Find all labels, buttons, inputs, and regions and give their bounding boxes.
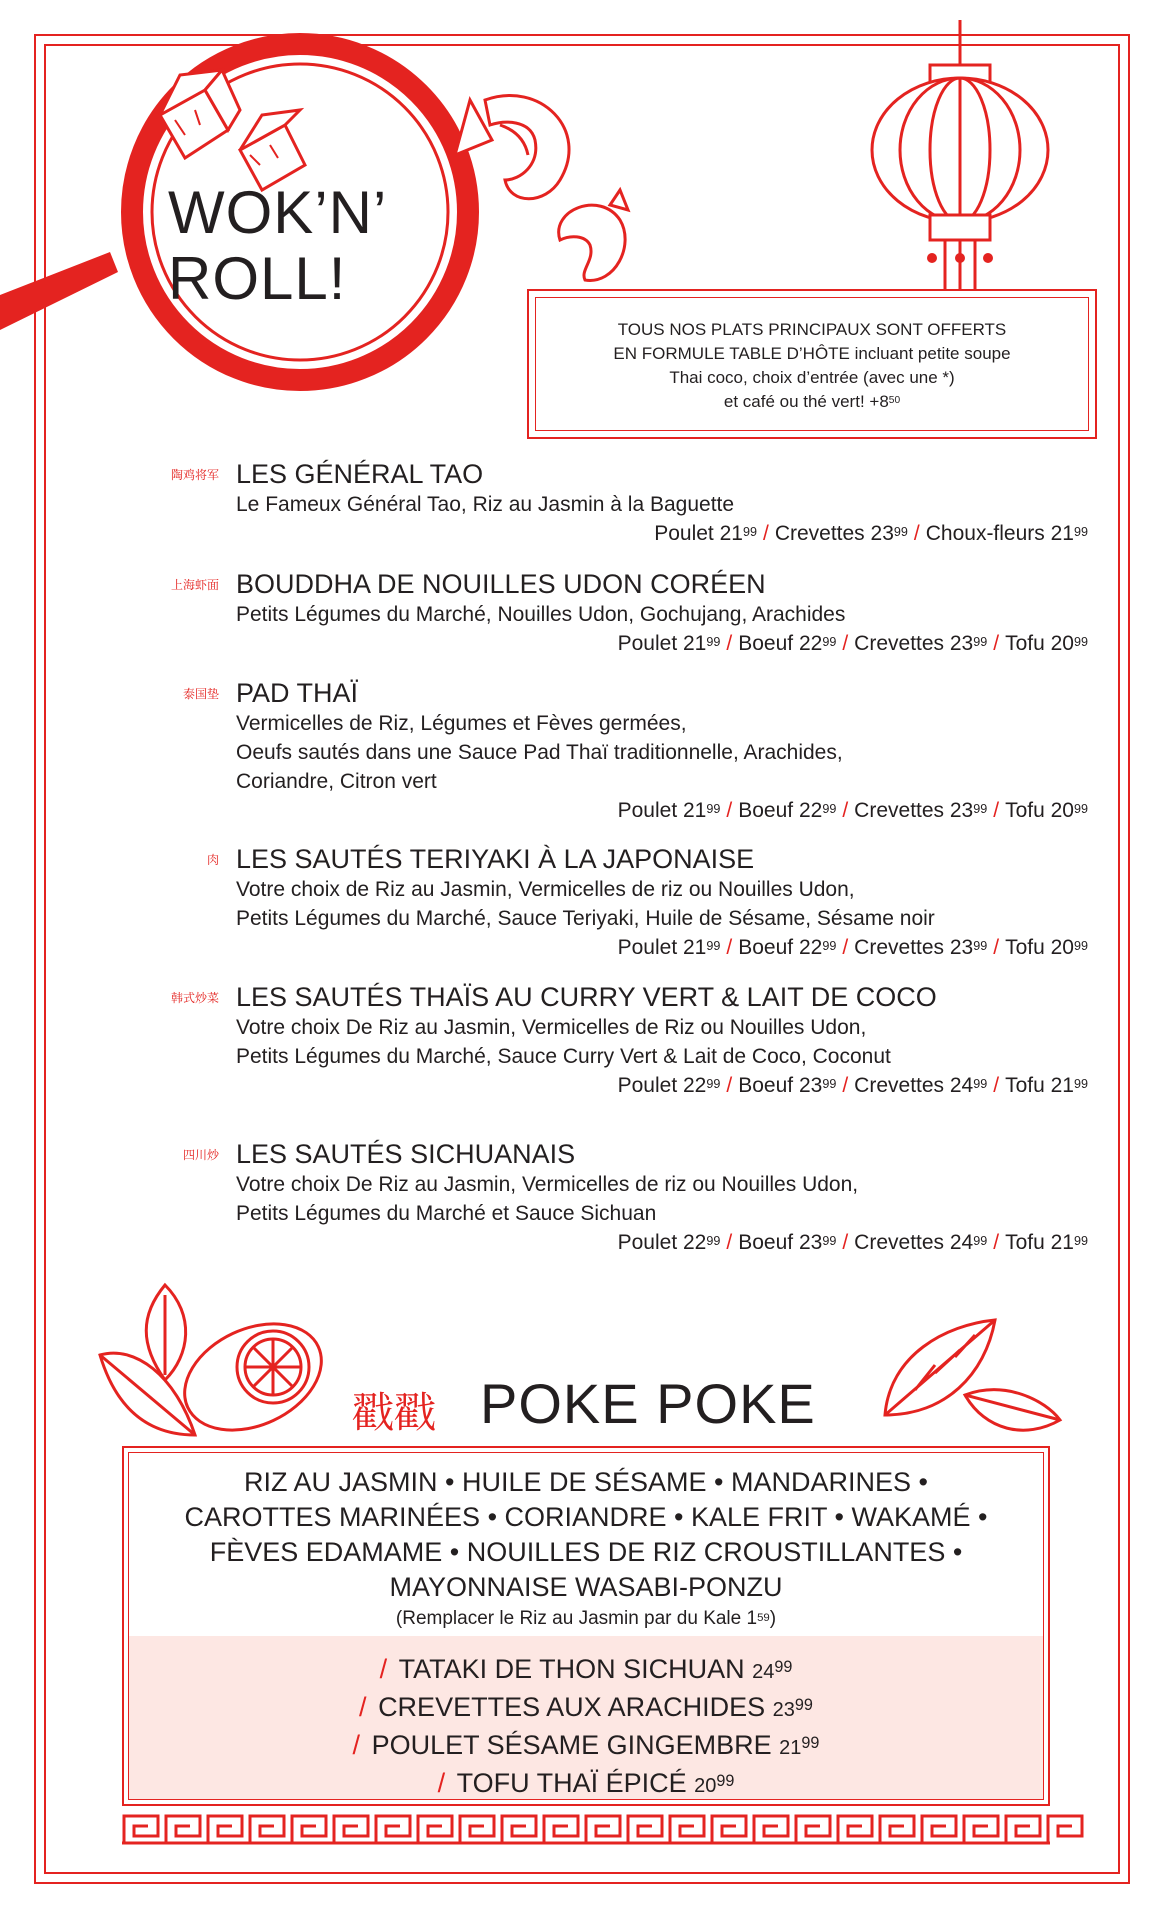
price-item: Tofu $20^{99}$ bbox=[1005, 632, 1088, 655]
price-item: Boeuf $23^{99}$ bbox=[738, 1231, 837, 1254]
price-item: Tofu $21^{99}$ bbox=[1005, 1231, 1088, 1254]
greek-key-border bbox=[122, 1812, 1050, 1846]
poke-box bbox=[122, 1446, 1050, 1806]
price-item: Boeuf $22^{99}$ bbox=[738, 936, 837, 959]
dish-chinese-name: 陶鸡将军 bbox=[170, 468, 219, 482]
price-item: Choux-fleurs $21^{99}$ bbox=[925, 522, 1088, 545]
poke-protein-item: / CREVETTES AUX ARACHIDES $23^{99}$ bbox=[359, 1692, 813, 1722]
dish-prices bbox=[618, 629, 1088, 658]
price-separator: / bbox=[993, 632, 1000, 655]
price-separator: / bbox=[726, 936, 733, 959]
dish-description: Votre choix De Riz au Jasmin, Vermicelles de Riz ou Nouilles Udon, Petits Légumes du Marché, Sauce Curry Vert & Lait de Coco, Coconut bbox=[236, 1016, 891, 1068]
price-separator: / bbox=[726, 799, 733, 822]
dish-prices bbox=[654, 519, 1088, 548]
leaf-illustration bbox=[875, 1305, 1065, 1445]
dish-name: LES SAUTÉS SICHUANAIS bbox=[236, 1139, 576, 1169]
poke-protein-item: / TATAKI DE THON SICHUAN $24^{99}$ bbox=[379, 1654, 793, 1684]
price-item: Tofu $20^{99}$ bbox=[1005, 799, 1088, 822]
price-item: Crevettes $23^{99}$ bbox=[774, 522, 908, 545]
price-separator: / bbox=[726, 1231, 733, 1254]
price-separator: / bbox=[842, 1231, 849, 1254]
poke-protein-item: / POULET SÉSAME GINGEMBRE $21^{99}$ bbox=[352, 1730, 820, 1760]
dish-description: Votre choix De Riz au Jasmin, Vermicelles de riz ou Nouilles Udon, Petits Légumes du Marché et Sauce Sichuan bbox=[236, 1173, 859, 1225]
dish-name: PAD THAÏ bbox=[236, 678, 359, 708]
price-separator: / bbox=[842, 936, 849, 959]
price-separator: / bbox=[726, 632, 733, 655]
price-item: Crevettes $23^{99}$ bbox=[854, 799, 988, 822]
poke-proteins bbox=[129, 1636, 1043, 1799]
price-item: Boeuf $23^{99}$ bbox=[738, 1074, 837, 1097]
dish-chinese-name: 韩式炒菜 bbox=[170, 991, 219, 1005]
table-dhote-note bbox=[527, 289, 1097, 439]
price-item: Crevettes $23^{99}$ bbox=[854, 936, 988, 959]
dish-name: LES GÉNÉRAL TAO bbox=[236, 459, 484, 489]
price-item: Poulet $21^{99}$ bbox=[617, 632, 721, 655]
price-item: Boeuf $22^{99}$ bbox=[738, 799, 837, 822]
title-line-2: ROLL! bbox=[168, 245, 347, 312]
price-separator: / bbox=[993, 799, 1000, 822]
price-separator: / bbox=[762, 522, 769, 545]
price-separator: / bbox=[842, 632, 849, 655]
dish-prices bbox=[618, 796, 1088, 825]
dish-description: Votre choix de Riz au Jasmin, Vermicelles de riz ou Nouilles Udon, Petits Légumes du Marché, Sauce Teriyaki, Huile de Sésame, Sésame noir bbox=[236, 878, 935, 930]
note-line-2: EN FORMULE TABLE D’HÔTE incluant petite soupe bbox=[613, 344, 1011, 363]
price-separator: / bbox=[993, 1231, 1000, 1254]
dish-chinese-name: 四川炒 bbox=[182, 1148, 219, 1162]
price-item: Tofu $20^{99}$ bbox=[1005, 936, 1088, 959]
price-separator: / bbox=[726, 1074, 733, 1097]
price-separator: / bbox=[993, 936, 1000, 959]
dish-name: BOUDDHA DE NOUILLES UDON CORÉEN bbox=[236, 569, 766, 599]
price-separator: / bbox=[993, 1074, 1000, 1097]
price-item: Boeuf $22^{99}$ bbox=[738, 632, 837, 655]
dish-prices bbox=[618, 1071, 1088, 1100]
price-separator: / bbox=[842, 799, 849, 822]
note-line-3: Thai coco, choix d’entrée (avec une *) bbox=[669, 368, 955, 387]
dish-description: Petits Légumes du Marché, Nouilles Udon, Gochujang, Arachides bbox=[236, 603, 846, 626]
price-item: Crevettes $24^{99}$ bbox=[854, 1074, 988, 1097]
price-separator: / bbox=[842, 1074, 849, 1097]
poke-substitution: (Remplacer le Riz au Jasmin par du Kale $1^{59}$) bbox=[395, 1608, 777, 1629]
note-line-1: TOUS NOS PLATS PRINCIPAUX SONT OFFERTS bbox=[617, 320, 1007, 339]
note-line-4: et café ou thé vert! $+8^{50}$ bbox=[723, 392, 901, 411]
dish-name: LES SAUTÉS THAÏS AU CURRY VERT & LAIT DE COCO bbox=[236, 982, 937, 1012]
price-item: Crevettes $24^{99}$ bbox=[854, 1231, 988, 1254]
price-item: Poulet $22^{99}$ bbox=[617, 1231, 721, 1254]
dish-name: LES SAUTÉS TERIYAKI À LA JAPONAISE bbox=[236, 844, 755, 874]
dish-chinese-name: 泰国垫 bbox=[182, 687, 219, 701]
dish-chinese-name: 肉 bbox=[206, 853, 219, 867]
dish-prices bbox=[618, 1228, 1088, 1257]
poke-protein-item: / TOFU THAÏ ÉPICÉ $20^{99}$ bbox=[437, 1768, 735, 1798]
poke-chinese-name: 戳戳 bbox=[352, 1388, 437, 1437]
dish-chinese-name: 上海虾面 bbox=[170, 578, 219, 592]
price-item: Crevettes $23^{99}$ bbox=[854, 632, 988, 655]
dish-description: Vermicelles de Riz, Légumes et Fèves germées, Oeufs sautés dans une Sauce Pad Thaï traditionnelle, Arachides, Coriandre, Citron vert bbox=[236, 712, 843, 793]
price-item: Poulet $22^{99}$ bbox=[617, 1074, 721, 1097]
lantern-illustration bbox=[860, 20, 1060, 310]
dish-prices bbox=[618, 933, 1088, 962]
restaurant-title bbox=[168, 180, 387, 312]
title-line-1: WOK’N’ bbox=[168, 179, 388, 246]
dish-description: Le Fameux Général Tao, Riz au Jasmin à la Baguette bbox=[236, 493, 735, 516]
price-item: Poulet $21^{99}$ bbox=[654, 522, 757, 545]
leaves-and-lemon-illustration bbox=[95, 1285, 335, 1445]
poke-ingredients: RIZ AU JASMIN • HUILE DE SÉSAME • MANDARINES • CAROTTES MARINÉES • CORIANDRE • KALE FRIT • WAKAMÉ • FÈVES EDAMAME • NOUILLES DE RIZ CROUSTILLANTES • MAYONNAISE WASABI-PONZU (Remplacer le Riz au Jasmin par du Kale $1^{59}$) bbox=[129, 1465, 1043, 1633]
price-item: Tofu $21^{99}$ bbox=[1005, 1074, 1088, 1097]
price-separator: / bbox=[913, 522, 920, 545]
price-item: Poulet $21^{99}$ bbox=[617, 936, 721, 959]
poke-title: POKE POKE bbox=[480, 1372, 816, 1435]
shrimp-illustration bbox=[540, 190, 640, 300]
price-item: Poulet $21^{99}$ bbox=[617, 799, 721, 822]
